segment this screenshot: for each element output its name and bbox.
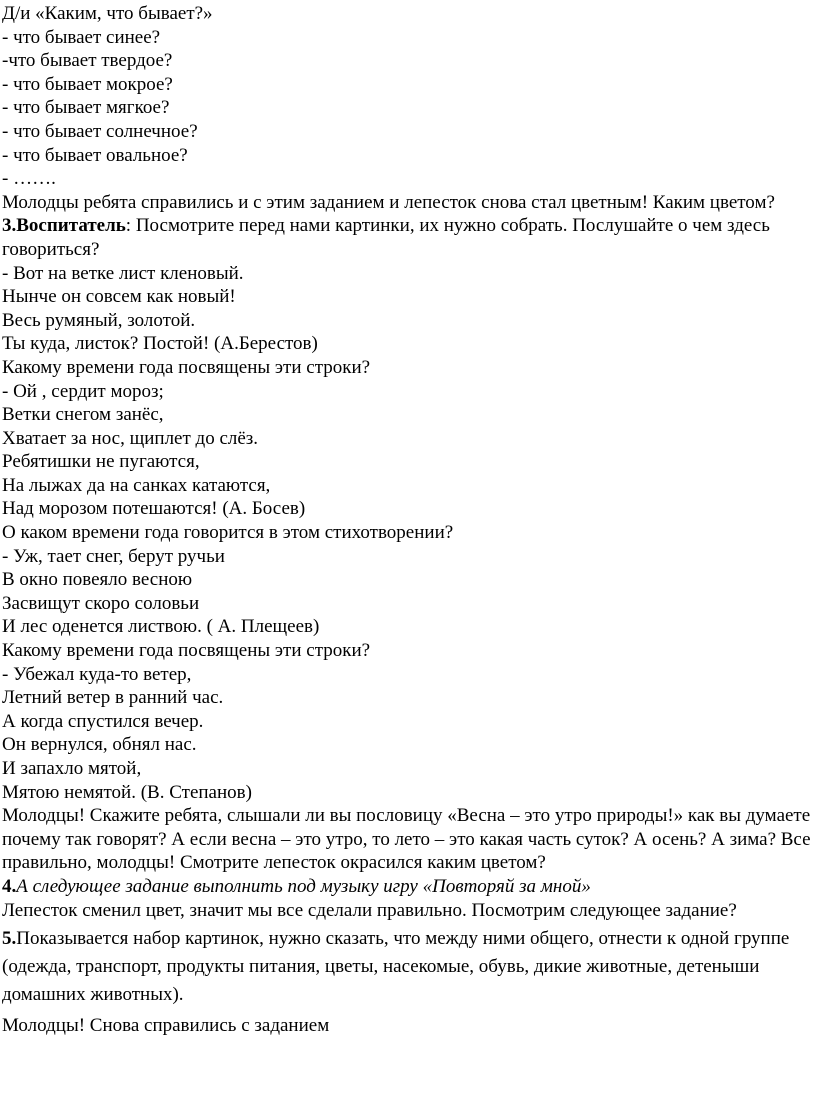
- poem-line: А когда спустился вечер.: [2, 710, 204, 732]
- poem-line: Он вернулся, обнял нас.: [2, 734, 197, 756]
- poem-line: В окно повеяло весною: [2, 569, 193, 591]
- poem-line: - Ой , сердит мороз;: [2, 380, 164, 402]
- question-line: - что бывает синее?: [2, 26, 161, 48]
- question-line: -что бывает твердое?: [2, 50, 173, 72]
- task5-paragraph: [2, 925, 814, 1009]
- question-line: - что бывает мягкое?: [2, 97, 170, 119]
- poem-line: Хватает за нос, щиплет до слёз.: [2, 427, 259, 449]
- question-line: Какому времени года посвящены эти строки?: [2, 640, 371, 662]
- question-line: - что бывает овальное?: [2, 144, 188, 166]
- poem-line: Ты куда, листок? Постой! (А.Берестов): [2, 333, 318, 355]
- task5-final: Молодцы! Снова справились с заданием: [2, 1015, 330, 1037]
- task5-number: 5.: [2, 928, 17, 950]
- poem-line: - Уж, тает снег, берут ручьи: [2, 545, 225, 567]
- question-line: - что бывает мокрое?: [2, 73, 173, 95]
- task4-paragraph: [2, 875, 814, 899]
- poem-line: Засвищут скоро соловьи: [2, 592, 200, 614]
- poem-line: Летний ветер в ранний час.: [2, 687, 224, 709]
- task3-intro: : Посмотрите перед нами картинки, их нужно собрать. Послушайте о чем здесь говориться?: [2, 215, 770, 260]
- poem-line: - Вот на ветке лист кленовый.: [2, 262, 244, 284]
- question-line: - …….: [2, 168, 56, 190]
- task3-number: 3.: [2, 215, 17, 237]
- question-line: Какому времени года посвящены эти строки?: [2, 356, 371, 378]
- task4-text: А следующее задание выполнить под музыку игру «Повторяй за мной»: [16, 875, 591, 897]
- task4-after: Лепесток сменил цвет, значит мы все сделали правильно. Посмотрим следующее задание?: [2, 899, 737, 921]
- poem-line: Мятою немятой. (В. Степанов): [2, 781, 252, 803]
- question-line: О каком времени года говорится в этом стихотворении?: [2, 522, 454, 544]
- task5-text: Показывается набор картинок, нужно сказать, что между ними общего, отнести к одной группе (одежда, транспорт, продукты питания, цветы, насекомые, обувь, дикие животные, детеныши домашних животных).: [2, 928, 790, 1006]
- poem-line: Ветки снегом занёс,: [2, 404, 164, 426]
- poem-line: И запахло мятой,: [2, 758, 142, 779]
- task3-speaker: Воспитатель: [16, 215, 126, 237]
- question-line: - что бывает солнечное?: [2, 120, 198, 142]
- game-title: Д/и «Каким, что бывает?»: [2, 3, 213, 24]
- poem-line: Весь румяный, золотой.: [2, 309, 196, 331]
- game-conclusion: Молодцы ребята справились и с этим заданием и лепесток снова стал цветным! Каким цветом?: [2, 191, 775, 213]
- poem-line: Ребятишки не пугаются,: [2, 451, 200, 473]
- task3-closing: Молодцы! Скажите ребята, слышали ли вы пословицу «Весна – это утро природы!» как вы думаете почему так говорят? А если весна – это утро, то лето – это какая часть суток? А осень? А зима? Все правильно, молодцы! Смотрите лепесток окрасился каким цветом?: [2, 805, 811, 874]
- poem-line: И лес оденется листвою. ( А. Плещеев): [2, 616, 320, 638]
- poem-line: Нынче он совсем как новый!: [2, 286, 236, 308]
- task4-number: 4.: [2, 875, 17, 897]
- task3-paragraph: [2, 214, 814, 261]
- poem-line: - Убежал куда-то ветер,: [2, 663, 192, 685]
- poem-line: На лыжах да на санках катаются,: [2, 474, 271, 496]
- poem-line: Над морозом потешаются! (А. Босев): [2, 498, 306, 520]
